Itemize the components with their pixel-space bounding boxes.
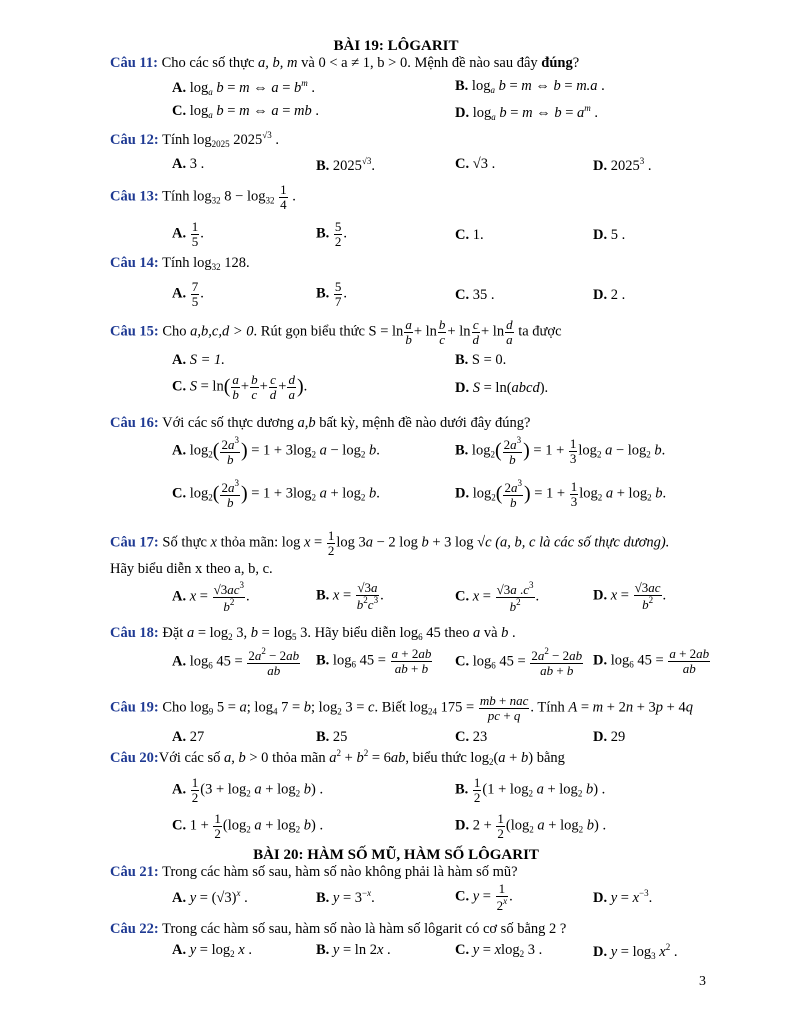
option-16a: A. $\log_2$( $\frac{2a^3}{b}$ ) = $1 + 3\log_2$ $a - \log_2 b$.: [172, 435, 380, 467]
option-20c: C. 1 + $\frac{1}{2}$ ($\log_2$ $a + \log_2 b$) .: [172, 811, 324, 841]
option-17c: C. x = $\frac{√3a .c^3}{b^2}$ .: [455, 580, 540, 614]
section-title-20: BÀI 20: HÀM SỐ MŨ, HÀM SỐ LÔGARIT: [253, 847, 539, 863]
option-15a: A. S = 1.: [172, 352, 225, 368]
option-15c: C. S = ln( $\frac{a}{b}$ + $\frac{b}{c}$ + $\frac{c}{d}$ + $\frac{d}{a}$ ).: [172, 372, 308, 402]
option-13a: A. $\frac{1}{5}$ .: [172, 219, 204, 249]
page-number: 3: [699, 974, 706, 989]
option-12d: D. 2025$^3$ .: [593, 156, 652, 174]
option-17a: A. x = $\frac{√3ac^3}{b^2}$ .: [172, 580, 250, 614]
option-13d: D. 5 .: [593, 227, 626, 243]
option-16b: B. $\log_2$( $\frac{2a^3}{b}$ ) = 1 + $\frac{1}{3}$ $\log_2 a - \log_2 b$.: [455, 435, 666, 467]
option-20a: A. $\frac{1}{2}$ $(3 + \log_2 a + \log_2 b)$ .: [172, 775, 324, 805]
option-13b: B. $\frac{5}{2}$ .: [316, 219, 348, 249]
option-22c: C. y = xlog$_2$ 3 .: [455, 942, 543, 959]
option-18b: B. $\log_6 45$ = $\frac{a + 2ab}{ab + b}$: [316, 646, 432, 676]
option-17d: D. x = $\frac{√3ac}{b^2}$ .: [593, 580, 667, 612]
question-16: Câu 16: Với các số thực dương a,b bất kỳ, mệnh đề nào dưới đây đúng?: [110, 415, 531, 431]
option-19c: C. 23: [455, 729, 488, 745]
option-22b: B. y = ln 2x .: [316, 942, 391, 958]
option-14a: A. $\frac{7}{5}$ .: [172, 279, 204, 309]
option-19a: A. 27: [172, 729, 205, 745]
option-11b: B. $\log_a b = m$ ⇔ b = m.a .: [455, 78, 605, 95]
option-16d: D. $\log_2$( $\frac{2a^3}{b}$ ) = 1 + $\frac{1}{3}$ $\log_2 a + \log_2 b$.: [455, 478, 667, 510]
option-20d: D. 2 + $\frac{1}{2}$ ($\log_2$ $a + \log_2 b$) .: [455, 811, 607, 841]
option-12c: C. √3 .: [455, 156, 496, 172]
question-18: Câu 18: Đặt $a = \log_2 3$, $b = \log_5 3$. Hãy biểu diễn $\log_6 45$ theo a và b .: [110, 625, 516, 642]
question-17-line2: Hãy biểu diễn x theo a, b, c.: [110, 561, 273, 577]
option-18c: C. $\log_6 45$ = $\frac{2a^2 - 2ab}{ab + b}$: [455, 646, 583, 678]
option-18a: A. $\log_6 45$ = $\frac{2a^2 - 2ab}{ab}$: [172, 646, 300, 678]
question-13: Câu 13: Tính $\log_{32} 8 - \log_{32}$ $\frac{1}{4}$ .: [110, 182, 296, 212]
question-14: Câu 14: Tính $\log_{32} 128$.: [110, 255, 250, 272]
option-19d: D. 29: [593, 729, 626, 745]
option-19b: B. 25: [316, 729, 348, 745]
option-14c: C. 35 .: [455, 287, 495, 303]
option-17b: B. x = $\frac{√3a}{b^2c^3}$ .: [316, 580, 384, 612]
question-15: Câu 15: Cho a,b,c,d > 0. Rút gọn biểu thức S = ln $\frac{a}{b}$ + ln $\frac{b}{c}$ + ln $\frac{c}{d}$ + ln $\frac{d}{a}$ ta được: [110, 317, 562, 347]
option-12b: B. $2025^{√3}$.: [316, 156, 375, 174]
option-20b: B. $\frac{1}{2}$ $(1 + \log_2 a + \log_2 b)$ .: [455, 775, 606, 805]
option-22a: A. $y = \log_2 x$ .: [172, 942, 252, 959]
option-13c: C. 1.: [455, 227, 484, 243]
option-12a: A. 3 .: [172, 156, 205, 172]
option-14b: B. $\frac{5}{7}$ .: [316, 279, 348, 309]
option-21d: D. $y = x^{-3}$.: [593, 888, 653, 906]
option-11a: A. $\log_a b = m$ ⇔ $a = b^m$ .: [172, 78, 315, 97]
question-19: Câu 19: Cho $\log_9 5 = a$; $\log_4 7 = b$; $\log_2 3 = c$. Biết $\log_{24} 175$ = $\frac{\text{mb + nac}}{pc + q}$ . Tính A = m + 2n + 3p + 4q: [110, 693, 693, 723]
question-22: Câu 22: Trong các hàm số sau, hàm số nào là hàm số lôgarit có cơ số bằng 2 ?: [110, 921, 567, 937]
option-21a: A. $y = (√3)^x$ .: [172, 888, 248, 906]
option-21c: C. y = $\frac{1}{2^x}$ .: [455, 881, 513, 913]
question-17: Câu 17: Số thực x thỏa mãn: log x = $\frac{1}{2}$ log 3a − 2 log b + 3 log √c (a, b, c là các số thực dương).: [110, 528, 670, 558]
question-20: Câu 20:Với các số a, b > 0 thỏa mãn $a^2 + b^2 = 6ab$, biểu thức $\log_2(a + b)$ bằng: [110, 748, 565, 767]
question-11: Câu 11: Cho các số thực a, b, m và 0 < a ≠ 1, b > 0. Mệnh đề nào sau đây đúng?: [110, 55, 580, 71]
option-18d: D. $\log_6 45$ = $\frac{a + 2ab}{ab}$: [593, 646, 710, 676]
option-14d: D. 2 .: [593, 287, 626, 303]
option-15d: D. S = ln(abcd).: [455, 380, 549, 396]
option-11c: C. $\log_a b = m$ ⇔ a = mb .: [172, 103, 319, 120]
question-12: Câu 12: Tính $\log_{2025} 2025^{√3}$ .: [110, 130, 279, 149]
question-label: Câu 11:: [110, 55, 158, 71]
question-21: Câu 21: Trong các hàm số sau, hàm số nào không phải là hàm số mũ?: [110, 864, 518, 880]
option-15b: B. S = 0.: [455, 352, 507, 368]
option-11d: D. $\log_a b = m$ ⇔ $b = a^m$ .: [455, 103, 598, 122]
option-21b: B. $y = 3^{-x}$.: [316, 888, 375, 906]
option-22d: D. $y = \log_3 x^2$ .: [593, 942, 678, 961]
option-16c: C. $\log_2$( $\frac{2a^3}{b}$ ) = $1 + 3\log_2$ $a + \log_2 b$.: [172, 478, 380, 510]
section-title-19: BÀI 19: LÔGARIT: [333, 38, 459, 54]
